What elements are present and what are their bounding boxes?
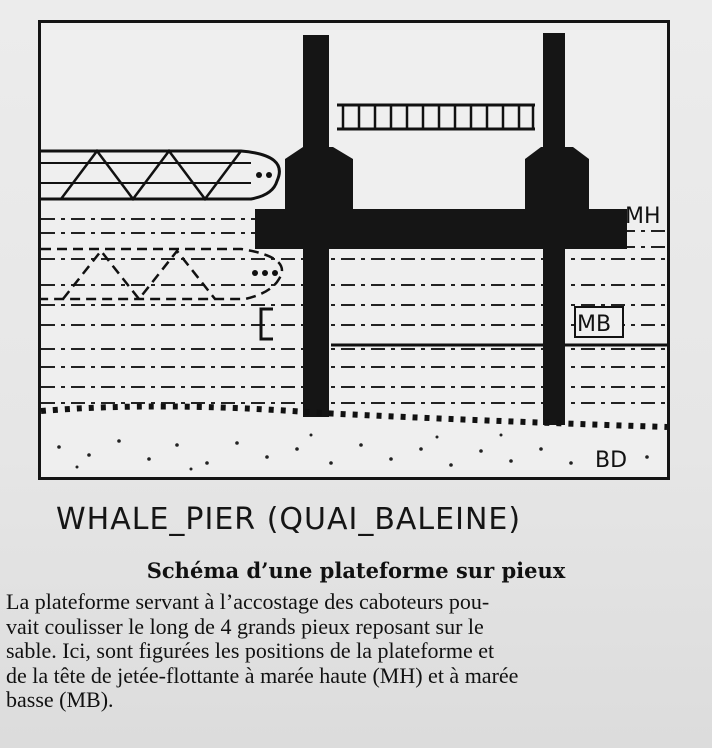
description-line: basse (MB). bbox=[6, 687, 114, 712]
description-line: sable. Ici, sont figurées les positions de la plateforme et bbox=[6, 638, 495, 663]
low-tide-label: MB bbox=[577, 312, 612, 337]
floating-jetty-high-tide bbox=[41, 151, 279, 199]
jetty-low-tide-dots bbox=[252, 270, 278, 276]
figure-title: Schéma d’une plateforme sur pieux bbox=[146, 558, 566, 583]
description-line: de la tête de jetée-flottante à marée haute (MH) et à marée bbox=[6, 662, 519, 688]
pier-diagram bbox=[38, 20, 670, 480]
pier-caption: WHALE_PIER (QUAI_BALEINE) bbox=[56, 502, 522, 537]
pier-diagram-drawing bbox=[41, 23, 667, 477]
description-line: La plateforme servant à l’accostage des caboteurs pou- bbox=[6, 589, 490, 614]
high-tide-label: MH bbox=[625, 204, 661, 229]
description-line: vait coulisser le long de 4 grands pieux reposant sur le bbox=[6, 613, 484, 639]
floating-jetty-low-tide bbox=[41, 249, 282, 299]
upper-bridge bbox=[337, 105, 535, 129]
initials-label: BD bbox=[595, 448, 628, 473]
seabed bbox=[41, 406, 667, 470]
figure-description bbox=[6, 590, 706, 713]
